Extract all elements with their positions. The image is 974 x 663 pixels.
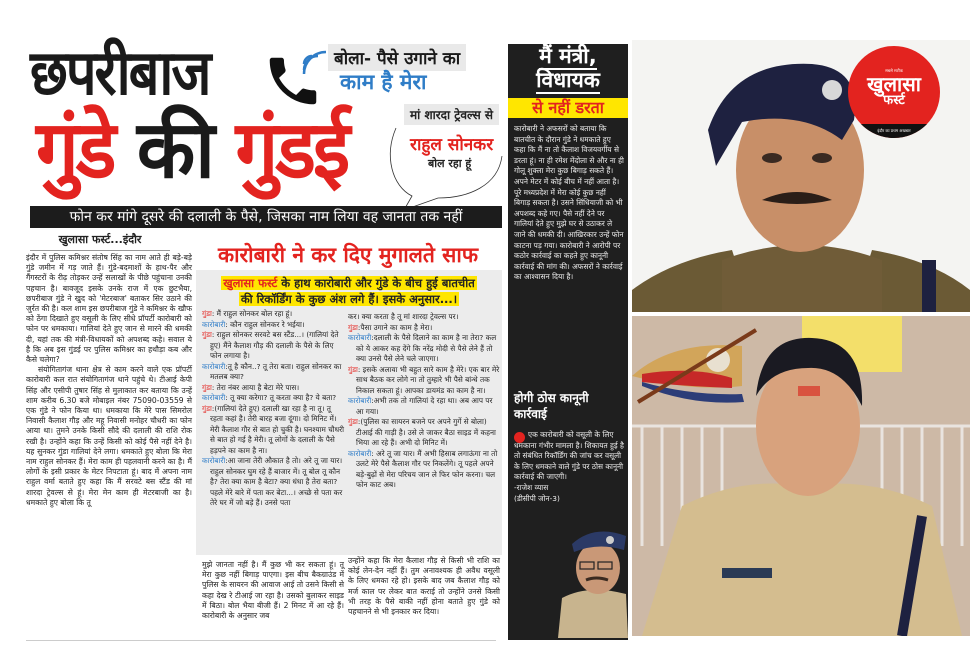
dialog-line — [348, 323, 500, 334]
sidebar-quote — [514, 430, 624, 504]
dialog-text: :पैसा उगाने का काम है मेरा। — [357, 322, 433, 332]
dialog-line — [202, 362, 344, 383]
article-bottom-right: उन्होंने कहा कि मेरा कैलाश गौड़ से किसी भी राशि का कोई लेन-देन नहीं हैं। तुम अनावश्यक ही अवैध वसूली के लिए धमका रहे हो। इसके बाद जब कैलाश गौड़ को मर्ज काल पर लेकर बात कराई तो उन्होंने उनसे किसी भी तरह के पैसे बाकी नहीं होना बताते हुए गुंडे को पहचानने से भी इनकार कर दिया। — [348, 556, 500, 617]
byline: खुलासा फर्स्ट...इंदौर — [30, 232, 170, 251]
speaker: गुंडा — [202, 403, 212, 413]
dialog-text: : तू क्या करेगा? तू करता क्या है? ये बता? — [225, 393, 337, 402]
dialog-line — [202, 383, 344, 394]
officer-photo-bottom-image — [632, 316, 970, 636]
signal-waves-icon — [300, 40, 330, 76]
headline-line1: छपरीबाज — [30, 36, 210, 109]
dialog-line — [348, 449, 500, 491]
dialog-text: : इसके अलावा भी बहुत सारे काम है मेरे। एक बार मेरे साथ बैठक कर लोगे ना तो तुम्हारे भी पैसे बांन्धे तक निकाल सकता हूं। आपका डायमंड का काम है ना। — [356, 364, 500, 395]
article-paragraph: संयोगितागंज थाना क्षेत्र से काम करने वाले एक प्रॉपर्टी कारोबारी कल रात संयोगितागंज थाने पहुंचे थे। टीआई केपी सिंह और एसीपी तुषार सिंह से मुलाकात कर बताया कि उन्हें शाम करीब 6.30 बजे मोबाइल नंबर 75090-03559 से एक गुंडे ने फोन किया था। धमकाया कि मेरे पास सिमरोल निवासी कैलाश गौड़ और महू निवासी मनोहर चौधरी का फोन आया था। तुमने उनके किसी सौदे की दलाली की राशि रोक रखी है। उन्होंने कहा कि उन्हें किसी को कोई पैसे नहीं देने है। यह सुनकर गुंडा गालियां देने लगा। धमकाते हुए बोला कि मेरा नाम राहुल सोनकर हैं। मेरा काम ही पहलवानी करने का है। मैं लोगों के इसी प्रकार के मेटर निपटाता हूं। बाद में अपना नाम राहुल वर्मा बताते हुए कहा कि मैं सरवटे बस स्टैंड की मां शारदा ट्रेवल्स से हूं। मेरा मेन काम ही मेटरबाजी का है। धमकाते हुए बोला कि तू — [26, 365, 192, 507]
speaker: गुंडा — [202, 309, 212, 318]
dialog-text: : तेरा नंबर आया है बेटा मेरे पास। — [211, 382, 300, 392]
title-part1: के हाथ कारोबारी और गुंडे के बीच हुई बातचीत — [281, 276, 475, 290]
dialog-text: :अभी तक तो गालियां दे रहा था। अब आप पर आ गया। — [356, 396, 493, 416]
officer-photo-dcp — [548, 498, 628, 638]
quote-attribution-role: (डीसीपी जोन-3) — [514, 493, 560, 503]
sidebar-text: कारोबारी ने अफसरों को बताया कि बातचीत के दौरान गुंडे ने धमकाते हुए कहा कि मैं ना तो कैलाश विजयवर्गीय से डरता हूं। ना ही रमेश मेंदोला से और ना ही गोलू शुक्ला मेरा कुछ बिगाड़ सकते हैं। अपने मेटर में कोई बीच में नहीं आता है। पूरे मध्यप्रदेश में मेरा कोई कुछ नहीं बिगाड़ सकता है। उसने सिंधियाजी को भी अपशब्द कहे गए। पैसे नहीं देने पर गालियां देते हुए मुझे घर से उठाकर ले जाने की धमकी दी। आखिरकार उन्हें फोन काटना पड़ गया। कारोबारी ने आरोपी पर कठोर कार्रवाई का कहते हुए कानूनी कार्रवाई की मांग की। अफसरों ने कार्रवाई का आश्वासन दिया है। — [514, 124, 624, 282]
dialog-left — [202, 309, 344, 509]
divider — [26, 640, 496, 641]
dialog-text: : अरे तू जा यार। मैं अभी हिसाब लगाऊंगा ना तो उलटे मेरे पैसे कैलाश गौर पर निकलेंगे। तू पहले अपने बड़े-बुढ़ों से मेरा परिचय जान ले फिर फोन करना। चल फोन काट अब। — [356, 448, 498, 489]
dialog-text: :(पुलिस का सायरन बजने पर अपने गुर्गे से बोला) टीआई की गाड़ी है। उसे ले जाकर बैठा साइड में कहना भिया आ रहे हैं। अभी दो मिनिट में। — [356, 417, 496, 447]
dialog-line — [202, 404, 344, 457]
speaker: कारोबारी — [348, 396, 372, 405]
dialog-line — [202, 456, 344, 509]
speaker: गुंडा — [348, 364, 358, 374]
sidebar-headline-line2: विधायक — [536, 68, 600, 92]
callout-quote-line2: काम है मेरा — [340, 70, 427, 94]
headline-word-ki: की — [136, 102, 212, 197]
dialog-line — [202, 320, 344, 331]
dialog-line — [348, 365, 500, 397]
dialog-line — [202, 309, 344, 320]
speaker: कारोबारी — [202, 393, 226, 402]
dialog-text: कर। क्या करता है तू मां शारदा ट्रेवल्स पर। — [348, 312, 459, 321]
dialog-text: : राहुल सोनकर सरवटे बस स्टैंड...। (गालियां देते हुए) मैंने कैलाश गौड़ की दलाली के पैसे के लिए फोन लगाया है। — [210, 330, 339, 360]
callout-name: राहुल सोनकर — [410, 135, 494, 155]
quote-attribution-name: -राजेश व्यास — [514, 482, 549, 492]
dialog-line — [202, 393, 344, 404]
speaker: कारोबारी — [202, 319, 226, 329]
callout-quote-line1: बोला- पैसे उगाने का — [328, 44, 466, 71]
headline-line2 — [36, 102, 348, 197]
speaker: गुंडा — [202, 382, 212, 392]
article-column-1 — [26, 253, 192, 508]
logo-name-line1: खुलासा — [867, 72, 921, 96]
speaker: कारोबारी — [202, 361, 226, 371]
sidebar-heading-action: होगी ठोस कानूनी कार्रवाई — [514, 391, 589, 421]
logo-band: इंदौर का प्रथम अखबार — [848, 124, 940, 138]
speaker: गुंडा — [348, 417, 358, 426]
article-bottom-left: मुझे जानता नहीं है। मैं कुछ भी कर सकता हूं। तू मेरा कुछ नहीं बिगाड़ पाएगा। इस बीच बैकग्राउंड में पुलिस के सायरन की आवाज आई तो उसने किसी से कहा देख रे टीआई जा रहा है। उसको बुलाकर साइड में बिठा। बोल भैया बीजी हैं। 2 मिनट में आ रहे हैं। कारोबारी के अनुसार जब — [202, 560, 344, 621]
brand-logo — [848, 46, 940, 138]
speaker: कारोबारी — [202, 456, 226, 465]
speaker: गुंडा — [348, 322, 358, 332]
sidebar-headline-line1: मैं मंत्री, — [539, 44, 597, 68]
dialog-text: :तू है कौन..? तू तेरा बता। राहुल सोनकर का मतलब क्या? — [210, 361, 342, 381]
sidebar-subheadline: से नहीं डरता — [508, 98, 628, 118]
headline-word-gundai: गुंडई — [235, 102, 348, 197]
officer-photo-bottom — [632, 316, 970, 636]
dialog-line — [348, 312, 500, 323]
callout-speaking: बोल रहा हूं — [428, 157, 472, 170]
brand-name: खुलासा फर्स्ट — [223, 276, 278, 290]
logo-name-line2: फर्स्ट — [883, 93, 905, 108]
speaker: कारोबारी — [348, 448, 372, 458]
dialog-line — [348, 417, 500, 449]
speaker: गुंडा — [202, 330, 212, 339]
callout-source: मां शारदा ट्रेवल्स से — [404, 104, 499, 125]
article-paragraph: इंदौर में पुलिस कमिश्नर संतोष सिंह का नाम आते ही बड़े-बड़े गुंडे जमीन में गड़ जाते हैं। गुंडे-बदमाशों के हाथ-पैर और गैंगस्टरों के रीढ़ तोड़कर उन्हें सलाखों के पीछे पहुंचाना उनकी पहचान है। बावजूद इसके उनके राज में एक छुटभैया, छपरीबाज गुंडे ने खुद को 'मेटरबाज' बताकर सिर उठाने की जुर्रत की है। कल शाम इस छपरीबाज गुंडे ने कमिश्नर के खौफ को ठेंगा दिखाते हुए वसूली के लिए सीधे प्रॉपर्टी कारोबारी को फोन पर धमकाया। गालियां देते हुए जान से मारने की धमकी दी, यहां तक की मंत्री-विधायकों को अपशब्द कहे। सवाल ये है कि अब इस गुंडई पर पुलिस कमिश्नर का हथौड़ा कब और कैसे चलेगा? — [26, 253, 192, 365]
side-headline: कारोबारी ने कर दिए मुगालते साफ — [217, 243, 479, 267]
dialog-line — [202, 330, 344, 362]
dialog-text: :आ जाना तेरी औकात है तो। अरे तू जा यार। राहुल सोनकर घुम रहे हैं बाजार में। तू बोल तू कौन है? तेरा क्या काम है बेटा? क्या धंधा है तेरा बता? पहले मेरे बारे में पता कर बेटा...। अच्छे से पता कर तेरे घर में जो बड़े हैं। उनसे पता — [210, 456, 343, 507]
title-part2: की रिकॉर्डिंग के कुछ अंश लगे हैं। इसके अनुसार...। — [240, 292, 458, 306]
subheadline-bar: फोन कर मांगे दूसरे की दलाली के पैसे, जिसका नाम लिया वह जानता तक नहीं — [30, 206, 502, 228]
headline-word-gunde: गुंडे — [36, 102, 114, 197]
quote-text: एक कारोबारी को वसूली के लिए धमकाना गंभीर मामला है। शिकायत हुई है तो संबंधित रिकॉर्डिंग की जांच कर वसूली के लिए धमकाने वाले गुंडे पर ठोस कानूनी कार्रवाई की जाएगी। — [514, 430, 624, 482]
dialog-text: : मैं राहुल सोनकर बोल रहा हूं। — [211, 309, 293, 318]
dialog-text: : कौन राहुल सोनकर रे भईया। — [225, 319, 305, 329]
recording-box-title — [200, 275, 498, 307]
speaker: कारोबारी — [348, 333, 372, 342]
dialog-line — [348, 333, 500, 365]
dialog-text: :(गालियां देते हुए) दलाली खा रहा है ना तू। तू रहता कहां है। तेरी बारह बजा दूंगा। दो मिनिट में। मेरी कैलाश गौर से बात हो चुकी है। घनश्याम चौधरी से बात हो गई है मेरी। तू लोगों के दलाली के पैसे हड़पने का काम है ना। — [210, 403, 345, 455]
dialog-right — [348, 312, 500, 491]
dialog-text: :दलाली के पैसे दिलाने का काम है ना तेरा? कल को ये आकर कह देंगे कि नरेंद्र मोदी से पैसे लेने हैं तो क्या उनसे पैसे लेने चले जाएगा। — [356, 333, 497, 363]
sidebar-headline — [508, 44, 628, 92]
dialog-line — [348, 396, 500, 417]
logo-tagline: सबसे सटीक — [885, 68, 903, 73]
